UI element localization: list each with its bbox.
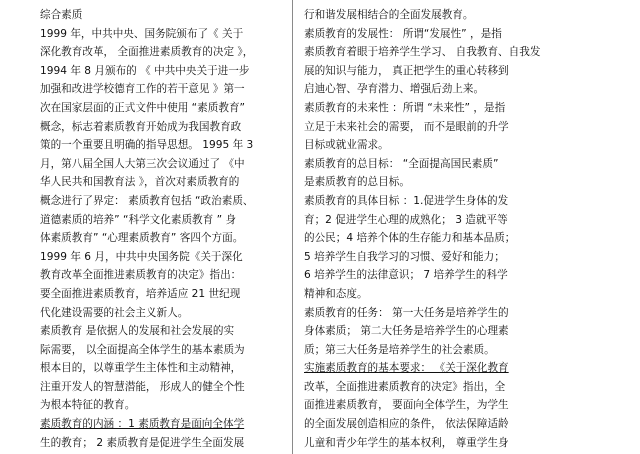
text-line: 的公民；4 培养个体的生存能力和基本品质；: [304, 232, 516, 245]
text-line: 展的知识与能力， 真正把学生的重心转移到: [304, 64, 509, 77]
text-line: 改革，全面推进素质教育的决定》指出，全: [304, 380, 506, 393]
text-line: 是素质教育的总目标。: [304, 176, 410, 189]
text-line: 目标或就业需求。: [304, 139, 389, 152]
text-line: 月，第八届全国人大第三次会议通过了 《中: [40, 157, 245, 170]
text-line: 际需要， 以全面提高全体学生的基本素质为: [40, 343, 245, 356]
text-line: 概念进行了界定： 素质教育包括 “政治素质、: [40, 194, 254, 207]
text-line: 启迪心智、孕育潜力、增强后劲上来。: [304, 83, 485, 96]
text-line: 素质教育的任务： 第一大任务是培养学生的: [304, 306, 509, 319]
text-line: 1994 年 8 月颁布的 《 中共中央关于进一步: [40, 64, 250, 77]
text-line: 加强和改进学校德育工作的若干意见 》第一: [40, 83, 245, 96]
text-line: 的全面发展创造相应的条件， 依法保障适龄: [304, 418, 509, 431]
text-line: 身体素质； 第二大任务是培养学生的心理素: [304, 325, 509, 338]
text-line: 素质教育的未来性 ：所谓 “未来性” ，是指: [304, 101, 506, 114]
right-column: [304, 6, 588, 452]
text-line: 立足于未来社会的需要， 而不是眼前的升学: [304, 120, 509, 133]
column-divider: [292, 0, 293, 454]
text-line: 精神和态度。: [304, 287, 368, 300]
left-column: [40, 6, 284, 452]
text-line: 代化建设需要的社会主义新人。: [40, 306, 189, 319]
text-line: 要全面推进素质教育，培养适应 21 世纪现: [40, 287, 241, 300]
text-line: 为根本特征的教育。: [40, 399, 136, 412]
text-line: 育；2 促进学生心理的成熟化； 3 造就平等: [304, 213, 508, 226]
text-line: 面推进素质教育， 要面向全体学生，为学生: [304, 399, 509, 412]
text-line: 道德素质的培养” “科学文化素质教育 ” 身: [40, 213, 237, 226]
text-line: 儿童和青少年学生的基本权利， 尊重学生身: [304, 436, 509, 449]
text-line: 深化教育改革， 全面推进素质教育的决定 》，: [40, 46, 254, 59]
text-line: 行和谐发展相结合的全面发展教育。: [304, 9, 474, 21]
text-line: 概念，标志着素质教育开始成为我国教育政: [40, 120, 242, 133]
text-line: 注重开发人的智慧潜能， 形成人的健全个性: [40, 380, 245, 393]
text-line: 策的一个重要且明确的指导思想。 1995 年 3: [40, 139, 254, 152]
text-line: 素质教育的总目标： “全面提高国民素质”: [304, 157, 499, 170]
text-line: 根本目的，以尊重学生主体性和主动精神，: [40, 362, 242, 375]
text-line: 1999 年 6 月，中共中央国务院《关于深化: [40, 250, 243, 263]
text-line: 生的教育； 2 素质教育是促进学生全面发展: [40, 436, 245, 449]
heading-line: 实施素质教育的基本要求： 《关于深化教育: [304, 362, 509, 375]
text-line: 综合素质: [40, 9, 83, 21]
text-line: 教育改革全面推进素质教育的决定》指出：: [40, 269, 242, 282]
text-line: 1999 年，中共中央、国务院颁布了《 关于: [40, 27, 244, 40]
text-line: 素质教育 是依据人的发展和社会发展的实: [40, 325, 235, 338]
text-line: 素质教育着眼于培养学生学习、 自我教育、自我发: [304, 46, 541, 59]
text-line: 质；第三大任务是培养学生的社会素质。: [304, 343, 495, 356]
text-line: 次在国家层面的正式文件中使用 “素质教育”: [40, 101, 246, 114]
text-line: 5 培养学生自我学习的习惯、爱好和能力；: [304, 250, 505, 263]
text-line: 华人民共和国教育法 》，首次对素质教育的: [40, 176, 240, 189]
text-line: 素质教育的发展性： 所谓“发展性” ，是指: [304, 27, 502, 40]
text-line: 6 培养学生的法律意识； 7 培养学生的科学: [304, 269, 508, 282]
heading-line: 素质教育的内涵 ：1 素质教育是面向全体学: [40, 418, 245, 431]
text-line: 体素质教育” “心理素质教育” 客四个方面。: [40, 232, 244, 245]
text-line: 素质教育的具体目标 ：1.促进学生身体的发: [304, 194, 509, 207]
